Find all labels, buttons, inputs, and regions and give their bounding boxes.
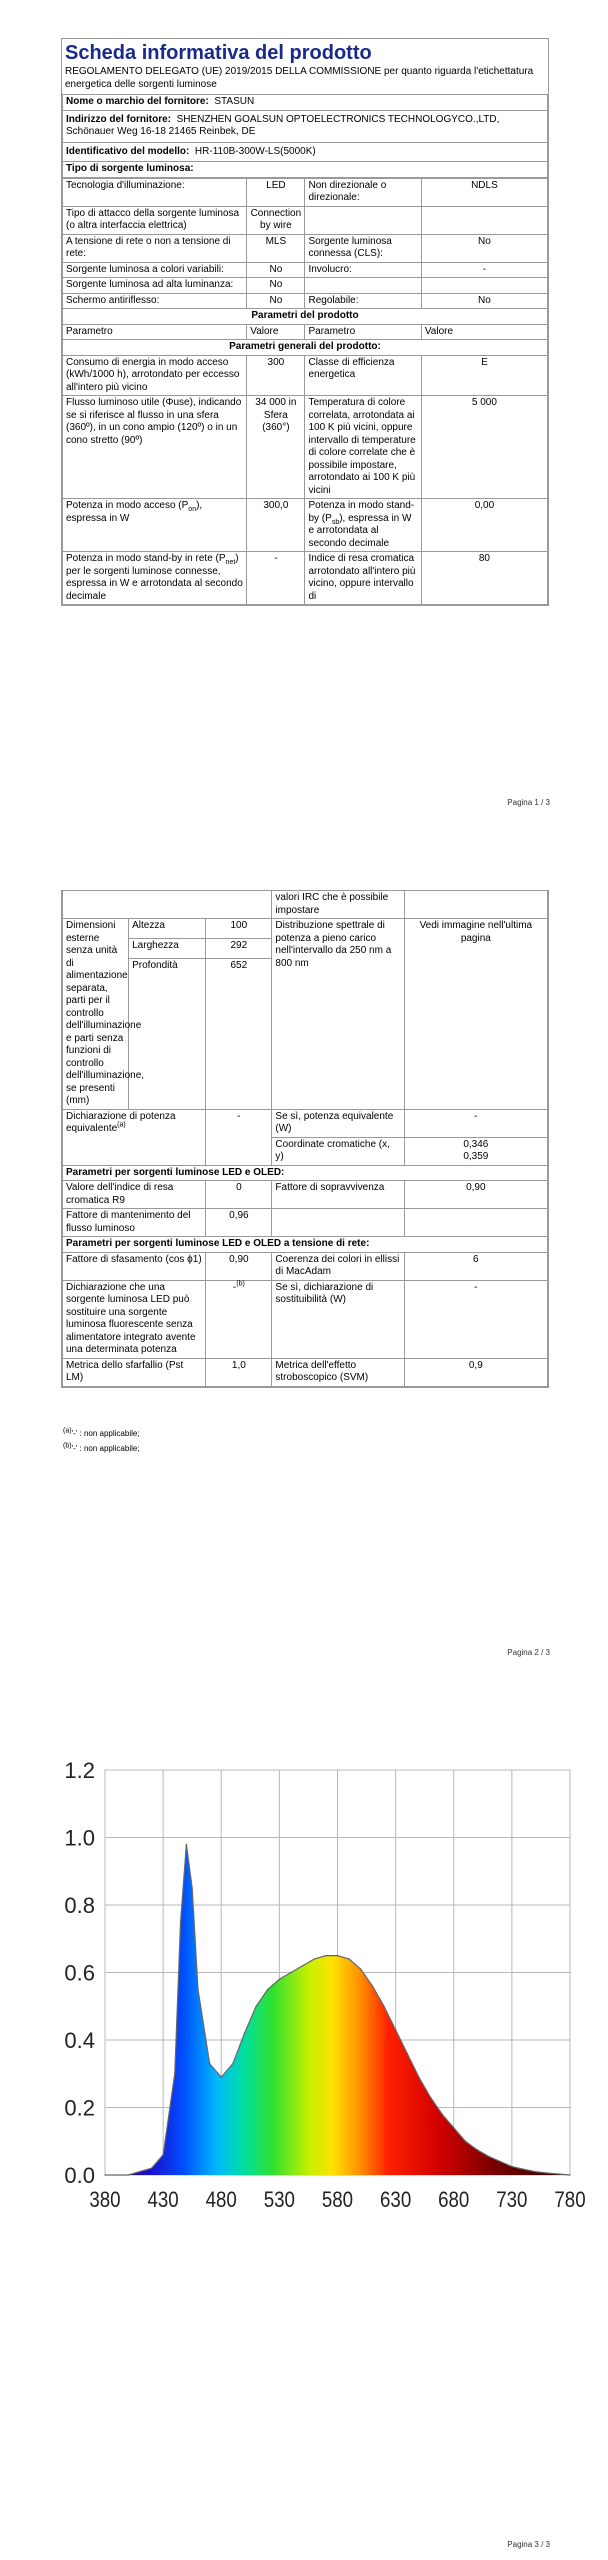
row-label: Fattore di sfasamento (cos ϕ1) [63, 1252, 206, 1280]
model-row [63, 142, 548, 162]
label-subscript: on [188, 506, 197, 513]
label-part: Potenza in modo stand-by (P [308, 500, 415, 524]
row-value: 1,0 [206, 1358, 272, 1386]
data-point [407, 2053, 408, 2054]
row-value: No [247, 262, 305, 278]
empty-cell [404, 891, 547, 919]
x-tick-label: 380 [89, 2188, 121, 2213]
data-point [349, 1958, 350, 1959]
column-header: Parametro [305, 324, 421, 340]
row-value: 6 [404, 1252, 547, 1280]
row-label: Metrica dello sfarfallio (Pst LM) [63, 1358, 206, 1386]
data-point [244, 2033, 245, 2034]
footnote-mark: (a) [63, 1427, 72, 1435]
table-header-row [63, 324, 548, 340]
row-value: 300,0 [247, 499, 305, 552]
row-label: Sorgente luminosa connessa (CLS): [305, 234, 421, 262]
model-label: Identificativo del modello: [66, 145, 190, 157]
x-tick-label: 480 [205, 2188, 237, 2213]
y-tick-label: 1.2 [64, 1758, 95, 1783]
data-point [442, 2114, 443, 2115]
data-point [314, 1958, 315, 1959]
row-value: No [421, 234, 547, 262]
row-label: Temperatura di colore correlata, arrotondata ai 100 K più vicini, oppure intervallo di temperature di colore correlate che è possibile impostare, arrotondato ai 100 K più vicini [305, 396, 421, 499]
row-label: Tipo di attacco della sorgente luminosa (o altra interfaccia elettrica) [63, 206, 247, 234]
y-tick-label: 0.4 [64, 2028, 95, 2053]
data-point [546, 2172, 547, 2173]
table-row [63, 355, 548, 396]
row-value [404, 1137, 547, 1165]
label-part: ), espressa in W e arrotondata al secondo decimale [308, 512, 412, 549]
table-row [63, 1109, 548, 1137]
footnote-b [63, 1443, 140, 1454]
chroma-x: 0,346 [463, 1138, 489, 1150]
empty-cell [63, 891, 272, 919]
row-value: No [247, 278, 305, 294]
data-point [232, 2063, 233, 2064]
dimension-value: 652 [206, 958, 272, 1109]
label-part: Potenza in modo acceso (P [66, 500, 189, 511]
row-label: Coordinate cromatiche (x, y) [272, 1137, 404, 1165]
y-tick-label: 1.0 [64, 1825, 95, 1851]
row-value: 0,96 [206, 1209, 272, 1237]
row-label: Indice di resa cromatica arrotondato all'intero più vicino, oppure intervallo di [305, 552, 421, 605]
row-label: Classe di efficienza energetica [305, 355, 421, 396]
row-label: Se sì, dichiarazione di sostituibilità (W) [272, 1280, 404, 1358]
row-label: Fattore di sopravvivenza [272, 1181, 404, 1209]
row-label [305, 206, 421, 234]
data-point [290, 1972, 291, 1973]
y-tick-label: 0.8 [64, 1893, 95, 1918]
footnote-mark: (b) [63, 1442, 72, 1450]
data-point [192, 1888, 193, 1889]
dimension-name: Larghezza [129, 938, 206, 958]
document-title: Scheda informativa del prodotto [65, 42, 372, 64]
row-value: Connection by wire [247, 206, 305, 234]
data-point [395, 2029, 396, 2030]
data-point [325, 1955, 326, 1956]
data-point [523, 2169, 524, 2170]
dimensions-label: Dimensioni esterne senza unità di alimentazione separata, parti per il controllo dell'illuminazione e parti senza funzioni di controllo dell'illuminazione, se presenti (mm) [63, 919, 129, 1110]
data-point [569, 2174, 570, 2175]
footnote-ref: (b) [236, 1280, 245, 1288]
row-label: Se sì, potenza equivalente (W) [272, 1109, 404, 1137]
row-value: 80 [421, 552, 547, 605]
table-row [63, 278, 548, 294]
page-2 [0, 880, 608, 1680]
label-part: ) per le sorgenti luminose connesse, espressa in W e arrotondata al secondo decimale [66, 553, 243, 602]
dimension-name: Altezza [129, 919, 206, 939]
dimension-value: 292 [206, 938, 272, 958]
table-row [63, 178, 548, 206]
data-point [197, 1989, 198, 1990]
table-row [63, 1280, 548, 1358]
spectral-power-distribution-chart [50, 1758, 586, 2230]
row-label [63, 552, 247, 605]
brand-value: STASUN [214, 96, 255, 107]
data-point [128, 2174, 129, 2175]
x-tick-label: 430 [147, 2188, 179, 2213]
x-tick-label: 530 [263, 2188, 295, 2213]
row-label [63, 499, 247, 552]
row-label [305, 499, 421, 552]
row-value: 300 [247, 355, 305, 396]
row-value [421, 206, 547, 234]
data-point [256, 2006, 257, 2007]
x-tick-label: 580 [321, 2188, 354, 2213]
table-row [63, 206, 548, 234]
table-row [63, 1209, 548, 1237]
document-subtitle: REGOLAMENTO DELEGATO (UE) 2019/2015 DELLA COMMISSIONE per quanto riguarda l'etichettatura energetica delle sorgenti luminose [65, 66, 534, 90]
general-params-header: Parametri generali del prodotto: [63, 340, 548, 356]
table-row [63, 396, 548, 499]
footnote-text: '-' : non applicabile; [71, 1444, 140, 1453]
table-row [63, 1358, 548, 1386]
empty-cell [404, 1209, 547, 1237]
data-point [430, 2097, 431, 2098]
spd-label: Distribuzione spettrale di potenza a pieno carico nell'intervallo da 250 nm a 800 nm [272, 919, 404, 1110]
page-number: Pagina 1 / 3 [507, 798, 550, 807]
data-point [535, 2171, 536, 2172]
dimensions-table [62, 891, 548, 1387]
row-label: Sorgente luminosa ad alta luminanza: [63, 278, 247, 294]
address-value: SHENZHEN GOALSUN OPTOELECTRONICS TECHNOLOGYCO.,LTD, Schönauer Weg 16-18 21465 Reinbek, DE [66, 113, 500, 137]
data-point [267, 1989, 268, 1990]
row-label: Schermo antiriflesso: [63, 293, 247, 309]
y-tick-label: 0.0 [64, 2163, 95, 2188]
row-value: 0 [206, 1181, 272, 1209]
data-point [174, 2073, 175, 2074]
product-params-header: Parametri del prodotto [63, 309, 548, 325]
value-part: - [232, 1281, 237, 1293]
address-row [63, 110, 548, 142]
row-value: - [404, 1109, 547, 1137]
data-point [418, 2077, 419, 2078]
footnote-text: '-' : non applicabile; [71, 1429, 140, 1438]
row-label: Sorgente luminosa a colori variabili: [63, 262, 247, 278]
table-row [63, 499, 548, 552]
column-header: Parametro [63, 324, 247, 340]
data-point [383, 2006, 384, 2007]
x-tick-label: 680 [438, 2188, 470, 2213]
data-point [558, 2173, 559, 2174]
data-point [465, 2141, 466, 2142]
row-label: Metrica dell'effetto stroboscopico (SVM) [272, 1358, 404, 1386]
row-label: Involucro: [305, 262, 421, 278]
data-point [337, 1955, 338, 1956]
label-part: Dichiarazione di potenza equivalente [66, 1110, 176, 1134]
page-number: Pagina 3 / 3 [507, 2540, 550, 2549]
source-type-header: Tipo di sorgente luminosa: [63, 162, 548, 178]
data-point [209, 2063, 210, 2064]
label-subscript: net [225, 559, 236, 566]
data-point [151, 2168, 152, 2169]
x-tick-label: 630 [380, 2188, 412, 2213]
row-label: Non direzionale o direzionale: [305, 178, 421, 206]
table-row [63, 293, 548, 309]
row-value: 0,90 [206, 1252, 272, 1280]
dimension-value: 100 [206, 919, 272, 939]
table-row [63, 1181, 548, 1209]
page-1 [0, 0, 608, 807]
data-point [500, 2161, 501, 2162]
data-point [372, 1985, 373, 1986]
data-point [476, 2149, 477, 2150]
address-label: Indirizzo del fornitore: [66, 113, 171, 125]
row-label: Coerenza dei colori in ellissi di MacAdam [272, 1252, 404, 1280]
page-3 [0, 1720, 608, 2560]
dimension-name: Profondità [129, 958, 206, 1109]
row-value: - [247, 552, 305, 605]
row-label: Fattore di mantenimento del flusso luminoso [63, 1209, 206, 1237]
table-row [63, 919, 548, 939]
brand-label: Nome o marchio del fornitore: [66, 96, 209, 107]
row-value: 34 000 in Sfera (360°) [247, 396, 305, 499]
data-point [163, 2154, 164, 2155]
row-value [206, 1280, 272, 1358]
data-point [511, 2166, 512, 2167]
data-point [453, 2127, 454, 2128]
supplier-table [62, 94, 548, 178]
row-value: MLS [247, 234, 305, 262]
row-value [421, 278, 547, 294]
table-row [63, 891, 548, 919]
table-row [63, 552, 548, 605]
row-value: 5 000 [421, 396, 547, 499]
mains-header: Parametri per sorgenti luminose LED e OLED a tensione di rete: [63, 1237, 548, 1253]
brand-row [63, 95, 548, 111]
row-value: - [421, 262, 547, 278]
column-header: Valore [247, 324, 305, 340]
spd-value: Vedi immagine nell'ultima pagina [404, 919, 547, 1110]
x-tick-label: 730 [496, 2188, 528, 2213]
footnote-a [63, 1428, 140, 1439]
label-subscript: sb [331, 518, 340, 526]
row-value: 0,00 [421, 499, 547, 552]
data-point [302, 1965, 303, 1966]
row-value: - [404, 1280, 547, 1358]
row-value: LED [247, 178, 305, 206]
data-point [104, 2174, 105, 2175]
row-label: Dichiarazione che una sorgente luminosa LED può sostituire una sorgente luminosa fluorescente senza alimentatore integrato avente una determinata potenza [63, 1280, 206, 1358]
row-value: - [206, 1109, 272, 1165]
row-label: Tecnologia d'illuminazione: [63, 178, 247, 206]
product-sheet-page-2 [61, 890, 549, 1388]
row-label: Valore dell'indice di resa cromatica R9 [63, 1181, 206, 1209]
product-sheet-page-1 [61, 38, 549, 606]
row-label: valori IRC che è possibile impostare [272, 891, 404, 919]
model-value: HR-110B-300W-LS(5000K) [194, 145, 316, 157]
row-label: Consumo di energia in modo acceso (kWh/1000 h), arrotondato per eccesso all'intero più vicino [63, 355, 247, 396]
chroma-y: 0,359 [463, 1151, 489, 1162]
y-tick-label: 0.2 [64, 2095, 95, 2121]
row-label: Flusso luminoso utile (Φuse), indicando se si riferisce al flusso in una sfera (360º), in un cono ampio (120º) o in un cono stretto (90º) [63, 396, 247, 499]
row-value: No [421, 293, 547, 309]
row-label [305, 278, 421, 294]
row-value: NDLS [421, 178, 547, 206]
data-point [186, 1844, 187, 1845]
row-label [63, 1109, 206, 1165]
row-label: Regolabile: [305, 293, 421, 309]
row-label: A tensione di rete o non a tensione di rete: [63, 234, 247, 262]
row-value: 0,9 [404, 1358, 547, 1386]
row-value: 0,90 [404, 1181, 547, 1209]
table-row [63, 262, 548, 278]
data-point [488, 2156, 489, 2157]
label-part: Potenza in modo stand-by in rete (P [66, 553, 226, 564]
page-number: Pagina 2 / 3 [507, 1648, 550, 1657]
data-point [180, 1921, 181, 1922]
led-oled-header: Parametri per sorgenti luminose LED e OLED: [63, 1165, 548, 1181]
empty-cell [272, 1209, 404, 1237]
x-tick-label: 780 [554, 2188, 586, 2213]
data-point [279, 1979, 280, 1980]
row-value: No [247, 293, 305, 309]
table-row [63, 1252, 548, 1280]
column-header: Valore [421, 324, 547, 340]
table-row [63, 234, 548, 262]
source-type-table [62, 178, 548, 606]
row-value: E [421, 355, 547, 396]
data-point [221, 2077, 222, 2078]
footnote-ref: (a) [117, 1121, 126, 1129]
label-part: ), espressa in W [66, 500, 203, 524]
data-point [360, 1969, 361, 1970]
y-tick-label: 0.6 [64, 1960, 95, 1986]
